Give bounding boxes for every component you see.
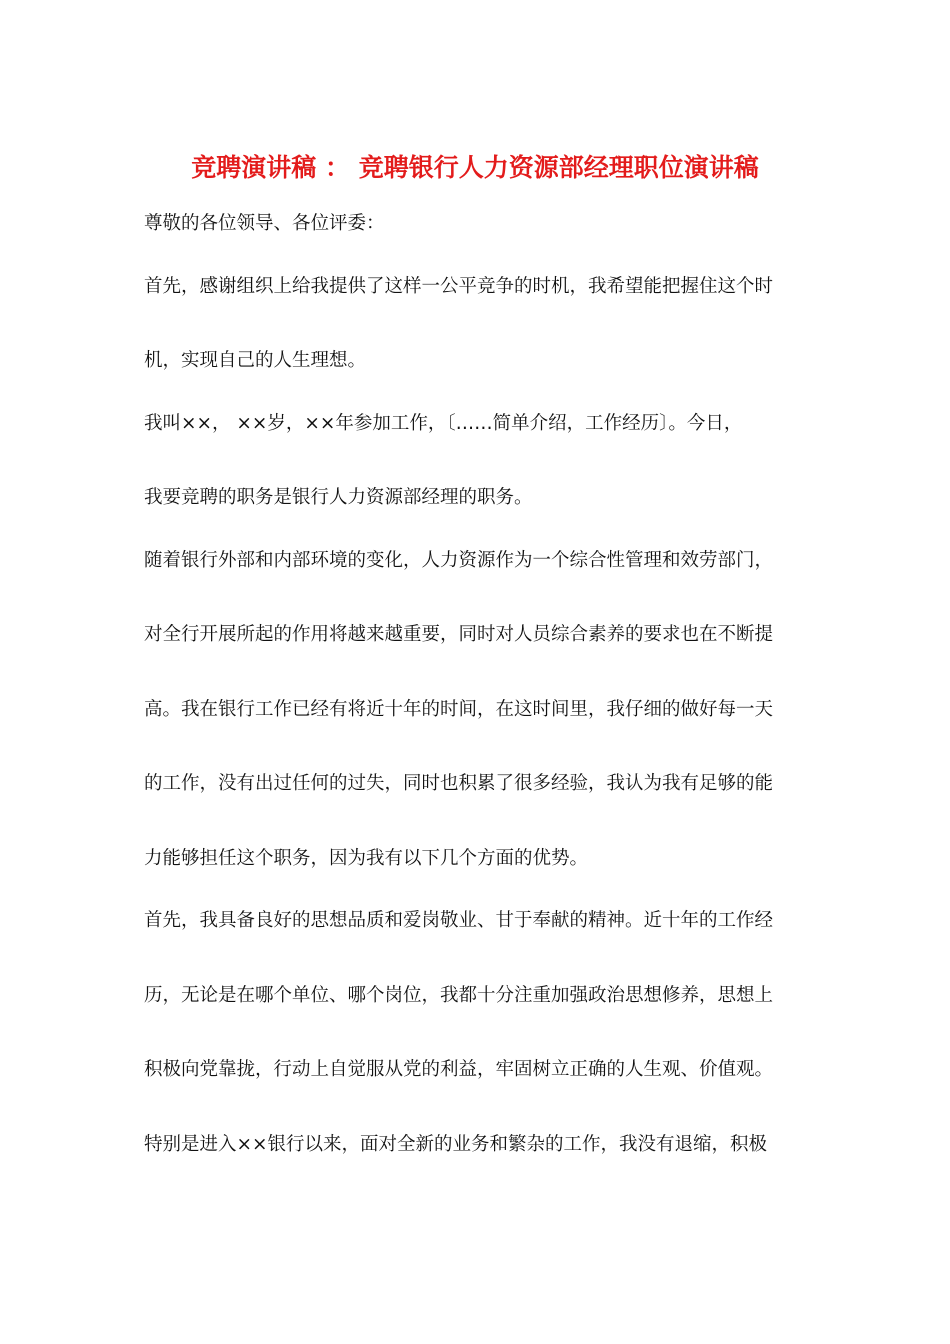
paragraph-line: 的工作，没有出过任何的过失，同时也积累了很多经验，我认为我有足够的能 — [144, 773, 774, 794]
paragraph-line: 我要竞聘的职务是银行人力资源部经理的职务。 — [144, 487, 533, 508]
paragraph-line: 机，实现自己的人生理想。 — [144, 350, 367, 371]
paragraph-line: 高。我在银行工作已经有将近十年的时间，在这时间里，我仔细的做好每一天 — [144, 699, 774, 720]
paragraph-line: 我叫××， ××岁，××年参加工作，〔……简单介绍，工作经历〕。今日， — [144, 413, 743, 434]
paragraph-line: 积极向党靠拢，行动上自觉服从党的利益，牢固树立正确的人生观、价值观。 — [144, 1059, 774, 1080]
paragraph-line: 力能够担任这个职务，因为我有以下几个方面的优势。 — [144, 848, 589, 869]
document-title: 竞聘演讲稿 ： 竞聘银行人力资源部经理职位演讲稿 — [191, 153, 759, 182]
paragraph-line: 特别是进入××银行以来，面对全新的业务和繁杂的工作，我没有退缩，积极 — [144, 1134, 768, 1155]
paragraph-line: 首先，我具备良好的思想品质和爱岗敬业、甘于奉献的精神。近十年的工作经 — [144, 910, 774, 931]
paragraph-line: 对全行开展所起的作用将越来越重要，同时对人员综合素养的要求也在不断提 — [144, 624, 774, 645]
salutation-line: 尊敬的各位领导、各位评委： — [144, 213, 385, 234]
paragraph-line: 随着银行外部和内部环境的变化，人力资源作为一个综合性管理和效劳部门， — [144, 550, 774, 571]
paragraph-line: 历，无论是在哪个单位、哪个岗位，我都十分注重加强政治思想修养，思想上 — [144, 985, 774, 1006]
paragraph-line: 首先，感谢组织上给我提供了这样一公平竞争的时机，我希望能把握住这个时 — [144, 276, 774, 297]
